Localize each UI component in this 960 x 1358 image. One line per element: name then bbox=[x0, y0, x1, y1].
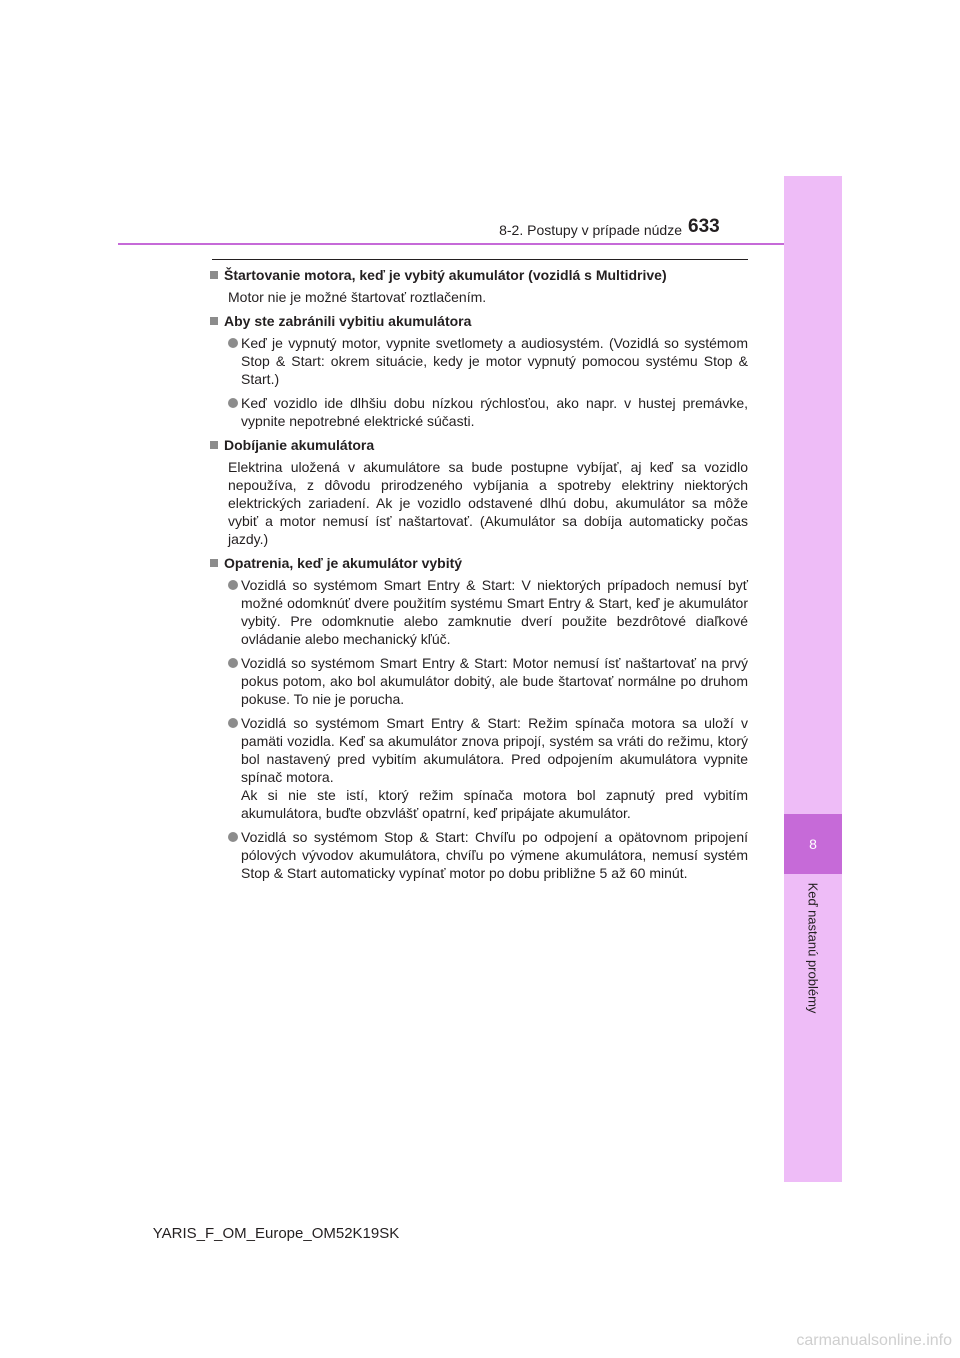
content-top-rule bbox=[212, 259, 748, 260]
round-bullet-icon bbox=[228, 718, 238, 728]
header-rule bbox=[118, 243, 784, 245]
section-title: 8-2. Postupy v prípade núdze bbox=[499, 222, 682, 238]
section-paragraph: Motor nie je možné štartovať roztlačením. bbox=[228, 289, 487, 305]
footer-doc-code: YARIS_F_OM_Europe_OM52K19SK bbox=[152, 1225, 400, 1242]
round-bullet-icon bbox=[228, 658, 238, 668]
section-heading bbox=[210, 266, 748, 284]
round-bullet-icon bbox=[228, 398, 238, 408]
bullet-text: Keď vozidlo ide dlhšiu dobu nízkou rýchlosťou, ako napr. v hustej premávke, vypnite nepotrebné elektrické súčasti. bbox=[241, 395, 748, 429]
round-bullet-icon bbox=[228, 832, 238, 842]
square-bullet-icon bbox=[210, 441, 218, 449]
section-heading bbox=[210, 554, 748, 572]
watermark: carmanualsonline.info bbox=[796, 1332, 952, 1349]
bullet-text: Vozidlá so systémom Smart Entry & Start: V niektorých prípadoch nemusí byť možné odomknúť dvere použitím systému Smart Entry & Start, keď je akumulátor vybitý. Pre odomknutie alebo zamknutie dverí použite bezdrôtové diaľkové ovládanie alebo mechanický kľúč. bbox=[241, 577, 748, 647]
round-bullet-icon bbox=[228, 580, 238, 590]
square-bullet-icon bbox=[210, 271, 218, 279]
bullet-item bbox=[228, 654, 748, 708]
content-area bbox=[210, 266, 748, 888]
round-bullet-icon bbox=[228, 338, 238, 348]
chapter-label: Keď nastanú problémy bbox=[805, 882, 821, 1014]
section-heading-text: Opatrenia, keď je akumulátor vybitý bbox=[224, 555, 463, 571]
section-paragraph: Elektrina uložená v akumulátore sa bude postupne vybíjať, aj keď sa vozidlo nepoužíva, z dôvodu prirodzeného vybíjania a spotreby elektriny niektorých elektrických zariadení. Ak je vozidlo odstavené dlhú dobu, akumulátor sa môže vybiť a motor nemusí ísť naštartovať. (Akumulátor sa dobíja automaticky počas jazdy.) bbox=[228, 459, 748, 547]
bullet-item bbox=[228, 714, 748, 822]
square-bullet-icon bbox=[210, 317, 218, 325]
section-heading-text: Štartovanie motora, keď je vybitý akumulátor (vozidlá s Multidrive) bbox=[224, 267, 667, 283]
chapter-side-tab bbox=[784, 176, 842, 1182]
bullet-text: Vozidlá so systémom Stop & Start: Chvíľu po odpojení a opätovnom pripojení pólových vývodov akumulátora, chvíľu po výmene akumulátora, nemusí systém Stop & Start automaticky vypínať motor po dobu približne 5 až 60 minút. bbox=[241, 829, 748, 881]
square-bullet-icon bbox=[210, 559, 218, 567]
page-number: 633 bbox=[688, 216, 720, 237]
section-heading bbox=[210, 312, 748, 330]
bullet-item bbox=[228, 576, 748, 648]
bullet-item bbox=[228, 334, 748, 388]
bullet-item bbox=[228, 828, 748, 882]
section-heading-text: Dobíjanie akumulátora bbox=[224, 437, 375, 453]
bullet-text: Vozidlá so systémom Smart Entry & Start: Režim spínača motora sa uloží v pamäti vozidla. Keď sa akumulátor znova pripojí, systém sa vráti do režimu, ktorý bol nastavený pred vybitím akumulátora. Pred odpojením akumulátora vypnite spínač motora. Ak si nie ste istí, ktorý režim spínača motora bol zapnutý pred vybitím akumulátora, buďte obzvlášť opatrní, keď pripájate akumulátor. bbox=[241, 715, 748, 821]
bullet-text: Keď je vypnutý motor, vypnite svetlomety a audiosystém. (Vozidlá so systémom Stop & Start: okrem situácie, kedy je motor vypnutý pomocou systému Stop & Start.) bbox=[241, 335, 748, 387]
section-heading-text: Aby ste zabránili vybitiu akumulátora bbox=[224, 313, 472, 329]
section-heading bbox=[210, 436, 748, 454]
bullet-item bbox=[228, 394, 748, 430]
chapter-number-tab: 8 bbox=[784, 814, 842, 874]
bullet-text: Vozidlá so systémom Smart Entry & Start: Motor nemusí ísť naštartovať na prvý pokus potom, ako bol akumulátor dobitý, ale bude štartovať normálne po druhom pokuse. To nie je porucha. bbox=[241, 655, 748, 707]
